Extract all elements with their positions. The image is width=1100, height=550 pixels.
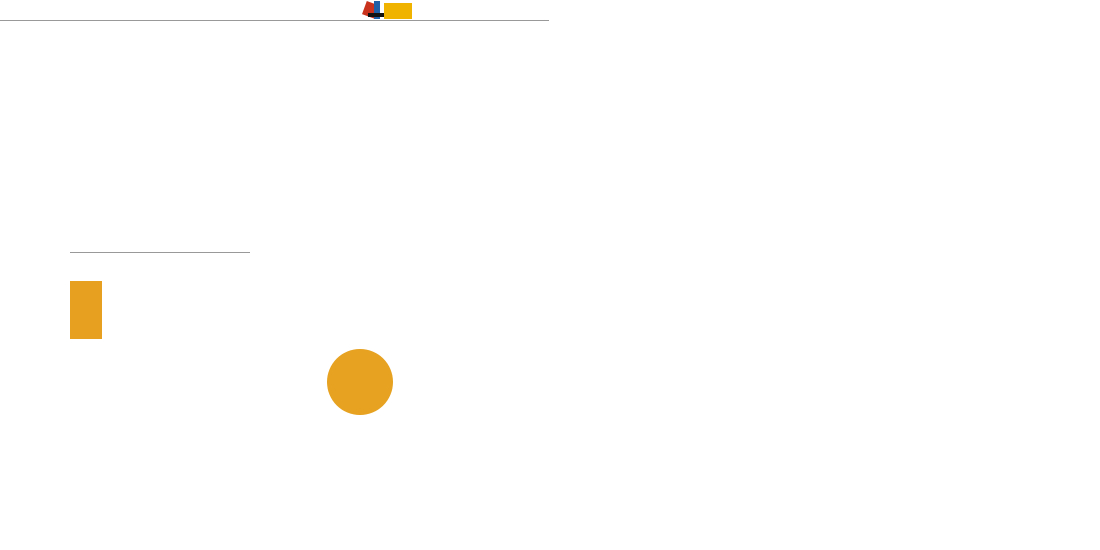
left-page	[0, 0, 549, 550]
column-3	[370, 196, 482, 414]
drop-cap	[70, 281, 102, 339]
column-1-top	[106, 281, 190, 345]
constructivist-flag-icon	[364, 1, 386, 21]
column-1	[70, 346, 190, 458]
left-section-tag	[384, 3, 412, 19]
column-2-bottom	[252, 488, 364, 550]
left-header	[0, 0, 549, 26]
column-2-lower	[252, 420, 364, 486]
column-2-top	[252, 196, 364, 346]
column-1-bottom	[70, 460, 190, 550]
column-3-formula	[370, 430, 482, 550]
divider	[70, 252, 250, 253]
